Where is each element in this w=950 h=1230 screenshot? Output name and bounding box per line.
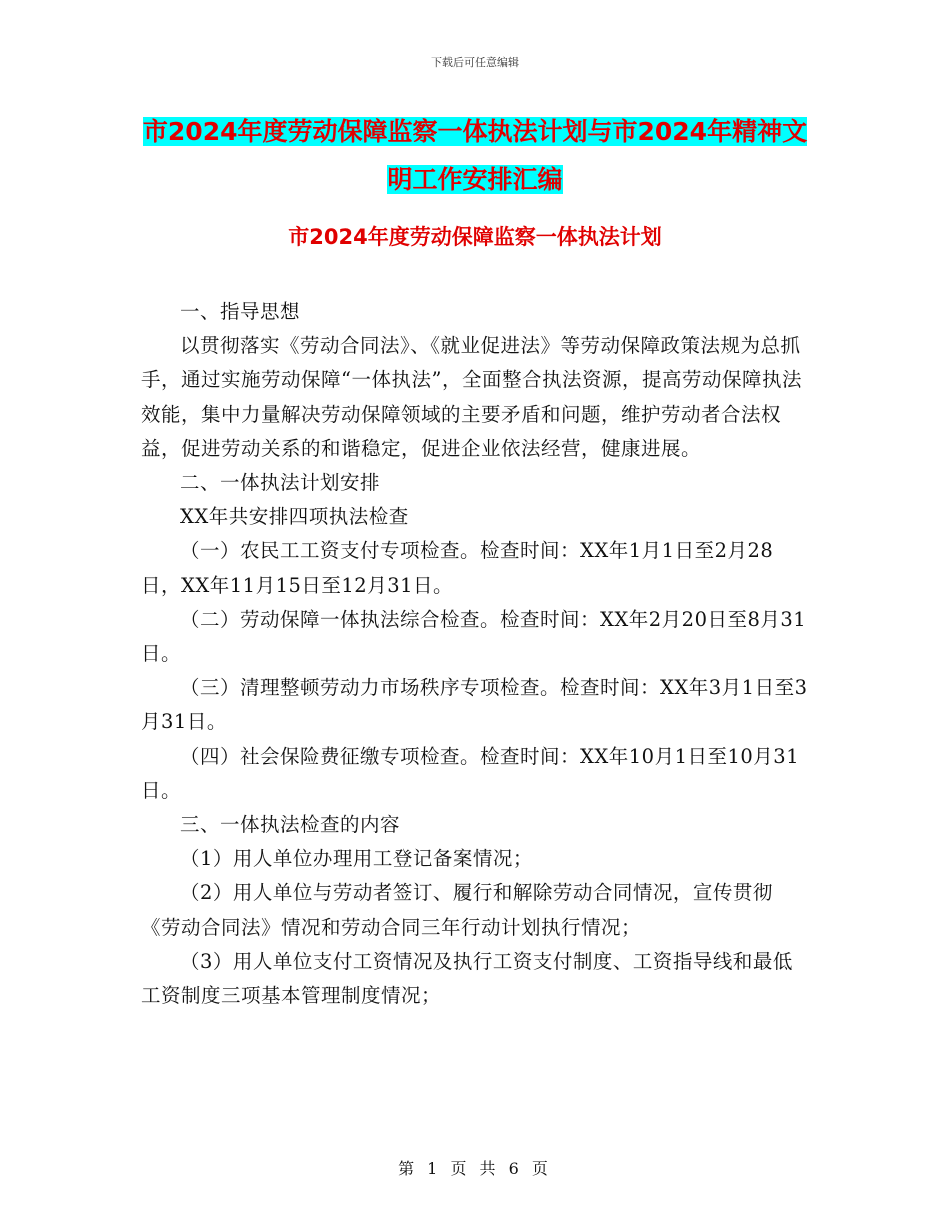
document-main-title (140, 108, 810, 204)
list-item-content-1: （1）用人单位办理用工登记备案情况； (180, 847, 533, 871)
list-item-content-2: （2）用人单位与劳动者签订、履行和解除劳动合同情况，宣传贯彻《劳动合同法》情况和劳动合同三年行动计划执行情况； (141, 881, 773, 939)
list-item-inspection-4: （四）社会保险费征缴专项检查。检查时间：XX年10月1日至10月31日。 (141, 744, 800, 802)
paragraph-plan-summary: XX年共安排四项执法检查 (180, 505, 409, 529)
heading-guiding-ideology: 一、指导思想 (180, 300, 301, 323)
heading-inspection-content: 三、一体执法检查的内容 (180, 813, 401, 837)
paragraph-guiding-ideology: 以贯彻落实《劳动合同法》、《就业促进法》等劳动保障政策法规为总抓手，通过实施劳动保障“一体执法”，全面整合执法资源，提高劳动保障执法效能，集中力量解决劳动保障领域的主要矛盾和问题，维护劳动者合法权益，促进劳动关系的和谐稳定，促进企业依法经营，健康进展。 (141, 334, 802, 460)
list-item-content-3: （3）用人单位支付工资情况及执行工资支付制度、工资指导线和最低工资制度三项基本管理制度情况； (141, 949, 793, 1008)
header-note: 下载后可任意编辑 (431, 56, 519, 69)
heading-plan-arrangement: 二、一体执法计划安排 (180, 471, 381, 495)
document-body (141, 295, 811, 1013)
list-item-inspection-1: （一）农民工工资支付专项检查。检查时间：XX年1月1日至2月28日，XX年11月15日至12月31日。 (141, 539, 774, 597)
main-title-text: 市2024年度劳动保障监察一体执法计划与市2024年精神文明工作安排汇编 (142, 117, 808, 194)
section-title: 市2024年度劳动保障监察一体执法计划 (288, 225, 662, 249)
list-item-inspection-2: （二）劳动保障一体执法综合检查。检查时间：XX年2月20日至8月31日。 (141, 607, 807, 666)
page-footer: 第 1 页 共 6 页 (398, 1159, 552, 1178)
list-item-inspection-3: （三）清理整顿劳动力市场秩序专项检查。检查时间：XX年3月1日至3月31日。 (141, 676, 808, 734)
